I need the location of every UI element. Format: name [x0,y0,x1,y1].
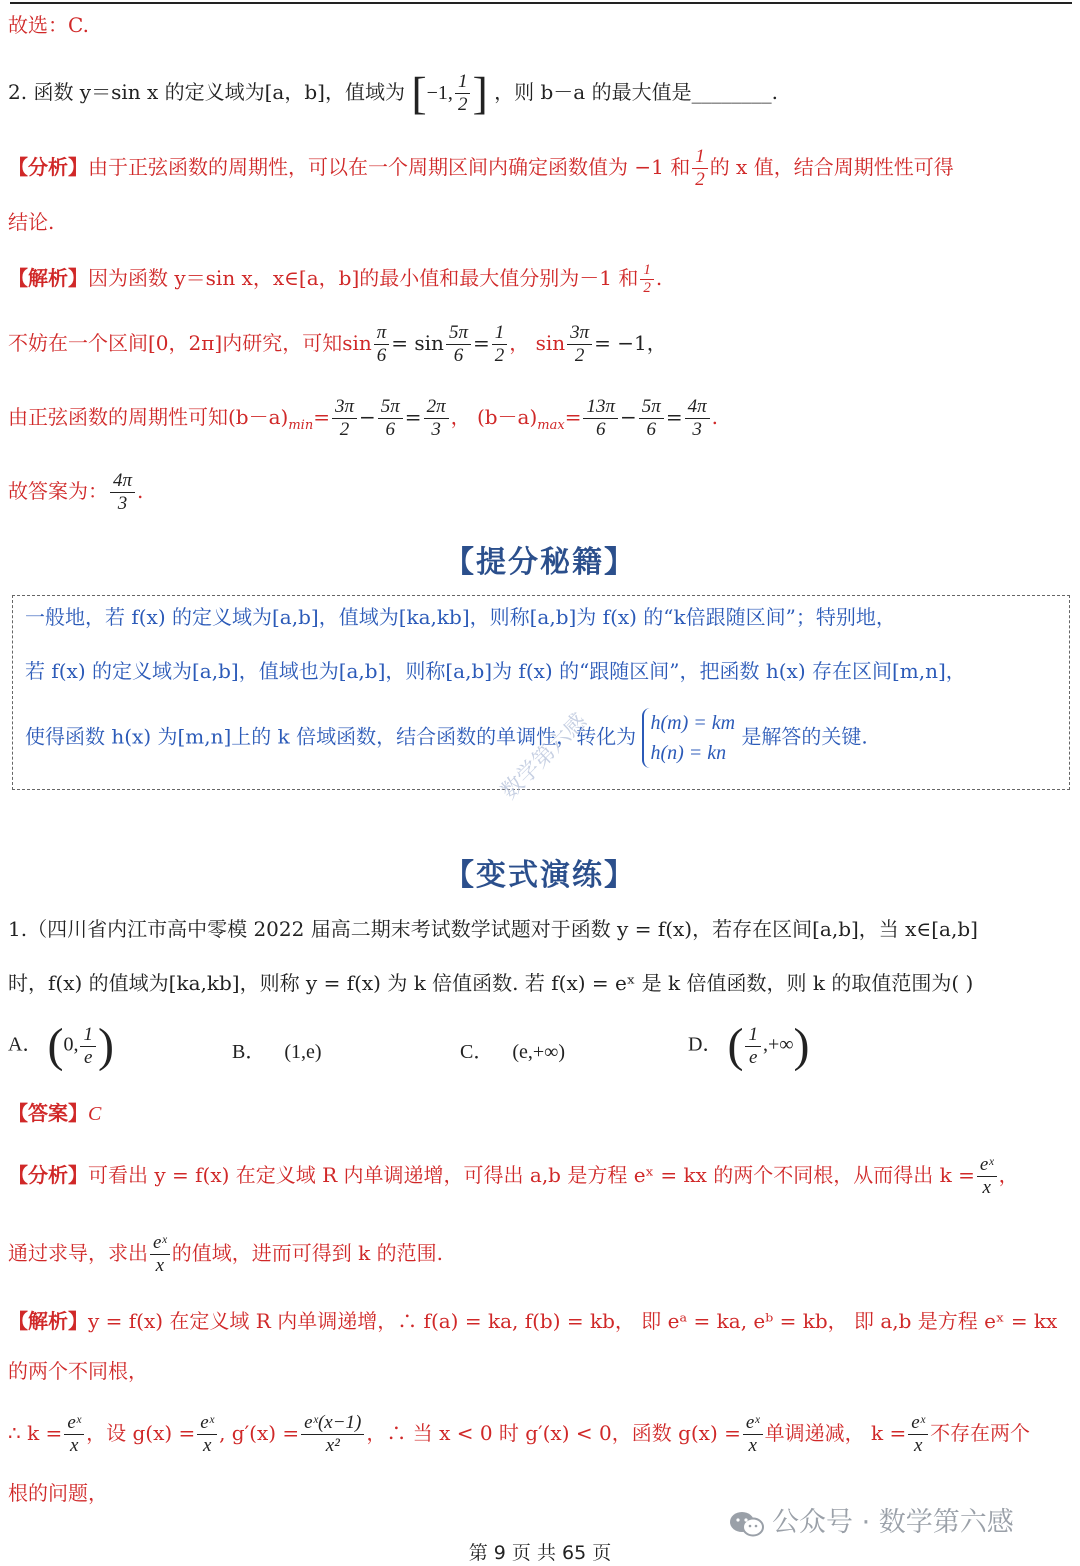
variants-heading: 【变式演练】 [444,858,636,893]
range-fraction: $\frac{1}{2}$ [455,71,471,116]
solution-2-line2-d: ， sin [509,331,566,355]
analysis-line1-end: ， [998,1163,1019,1187]
top-rule [10,2,1072,4]
question-2-text: 2. 函数 y＝sin x 的定义域为[a，b]，值域为 [8,80,405,104]
previous-answer-text: 故选：C. [8,13,89,37]
sol-frac-4: $\frac{\text{eˣ}}{x}$ [908,1412,928,1457]
solution-line3-d: ，∴ 当 x < 0 时 g′(x) < 0，函数 g(x) = [366,1421,741,1445]
solution-2-line3: 由正弦函数的周期性可知$(b-a)_{min}=$ $\frac{3\pi}{2}$ − $\frac{5\pi}{6}$ = $\frac{2\pi}{3}$ ， $(b-a)_{max}=$ $\frac{13\pi}{6}$ − $\frac{5\pi}{6}$ = $\frac{4\pi}{3}$ . [8,396,718,440]
option-a-value: 0, [63,1033,79,1056]
frac-13pi-6: $\frac{13\pi}{6}$ [583,396,618,441]
frac-5pi-6b: $\frac{5\pi}{6}$ [378,396,403,441]
solution-line3-a: ∴ k = [8,1421,63,1445]
solution-line3-c: , g′(x) = [219,1421,300,1445]
analysis-2-line2 [8,207,1072,237]
watermark: 数学第六感 [496,709,593,805]
option-c[interactable] [460,1035,565,1064]
wechat-text: 公众号 · 数学第六感 [772,1507,1014,1538]
solution-line4: 根的问题， [8,1481,108,1505]
derivative-fraction: $\frac{\text{eˣ(x−1)}}{\text{x²}}$ [301,1412,364,1457]
option-b-label: B． [232,1041,266,1063]
equation-system [642,708,735,768]
analysis-2-fraction: $\frac{1}{2}$ [692,146,708,191]
solution-tag: 【解析】 [8,266,88,290]
option-d-value: ,+∞ [762,1033,794,1056]
answer-value: C [88,1103,102,1125]
option-c-value: (e,+∞) [512,1041,566,1063]
subscript-max: max [537,418,565,433]
frac-1-2: $\frac{1}{2}$ [492,322,508,367]
frac-2pi-3: $\frac{2\pi}{3}$ [424,396,449,441]
frac-5pi-6: $\frac{5\pi}{6}$ [446,322,471,367]
equation-2: h(n) = kn [650,742,727,764]
tips-line-3-a: 使得函数 h(x) 为[m,n]上的 k 倍域函数，结合函数的单调性，转化为 [25,724,637,749]
tips-line-2: 若 f(x) 的定义域为[a,b]，值域也为[a,b]，则称[a,b]为 f(x) 的“跟随区间”，把函数 h(x) 存在区间[m,n]， [25,659,966,683]
analysis-tag: 【分析】 [8,155,88,179]
previous-answer [8,10,1072,40]
solution-2-line2 [8,318,1072,368]
analysis-line2-a: 通过求导，求出 [8,1241,148,1265]
solution-2-line1-text: 因为函数 y＝sin x，x∈[a，b]的最小值和最大值分别为－1 和 [88,266,639,290]
final-answer-fraction: $\frac{4\pi}{3}$ [110,470,135,515]
option-d[interactable]: D． ( $\frac{1}{e}$ ,+∞) [688,1019,810,1072]
solution-line1 [8,1306,1072,1336]
sol-frac-1: $\frac{\text{eˣ}}{x}$ [64,1412,84,1457]
frac-4pi-3: $\frac{4\pi}{3}$ [685,396,710,441]
answer-tag: 【答案】 [8,1101,88,1125]
option-d-label: D． [688,1033,723,1056]
option-b[interactable] [232,1035,322,1064]
wechat-label [728,1500,1014,1539]
sol-frac-2: $\frac{\text{eˣ}}{x}$ [197,1412,217,1457]
solution-line2: 的两个不同根， [8,1359,148,1383]
tips-line-1: 一般地，若 f(x) 的定义域为[a,b]，值域为[ka,kb]，则称[a,b]为 f(x) 的“k倍跟随区间”；特别地， [25,605,896,629]
question-2-blank: ，则 b－a 的最大值是________. [494,80,778,104]
sol-frac-3: $\frac{\text{eˣ}}{x}$ [743,1412,763,1457]
option-a[interactable]: A． (0, $\frac{1}{e}$ ) [8,1019,114,1072]
solution-line3-f: 不存在两个 [930,1421,1031,1445]
page-footer: 第 9 页 共 65 页 [468,1542,612,1564]
solution-2-line2-b: = sin [391,331,444,355]
variant-question-line1: 1.（四川省内江市高中零模 2022 届高二期末考试数学试题对于函数 y = f(x)，若存在区间[a,b]，当 x∈[a,b] [8,917,978,941]
solution-2-line2-c: = [472,331,490,355]
solution-line3-e: 单调递减， k = [764,1421,907,1445]
analysis-fraction-2: $\frac{\text{eˣ}}{x}$ [150,1232,170,1277]
option-a-fraction: $\frac{1}{e}$ [80,1024,96,1069]
analysis-fraction: $\frac{\text{eˣ}}{x}$ [977,1154,997,1199]
analysis-line2 [8,1228,1072,1278]
frac-3pi-2: $\frac{3\pi}{2}$ [567,322,592,367]
analysis-2-line2-text: 结论. [8,210,55,234]
solution-2-half: $\frac{1}{2}$ [640,262,654,297]
final-answer-2: 故答案为： $\frac{4\pi}{3}$ . [8,470,144,514]
solution-line3-b: ，设 g(x) = [86,1421,196,1445]
analysis-2-line1-end: 的 x 值，结合周期性性可得 [709,155,954,179]
analysis-tag-2: 【分析】 [8,1163,88,1187]
solution-2-line1: 【解析】因为函数 y＝sin x，x∈[a，b]的最小值和最大值分别为－1 和 $\frac{1}{2}$ . [8,262,663,296]
equation-1: h(m) = km [650,712,736,734]
analysis-line1 [8,1150,1072,1200]
solution-line3 [8,1408,1072,1458]
solution-tag-2: 【解析】 [8,1309,88,1333]
frac-pi-6: $\frac{\pi}{6}$ [374,322,390,367]
frac-5pi-6c: $\frac{5\pi}{6}$ [639,396,664,441]
tips-heading: 【提分秘籍】 [444,545,636,580]
final-answer-label: 故答案为： [8,479,108,503]
solution-line1-text: y = f(x) 在定义域 R 内单调递增，∴ f(a) = ka, f(b) = kb， 即 eᵃ = ka, eᵇ = kb， 即 a,b 是方程 eˣ = kx [88,1309,1058,1333]
variant-question-line2: 时，f(x) 的值域为[ka,kb]，则称 y = f(x) 为 k 倍值函数. 若 f(x) = eˣ 是 k 倍值函数，则 k 的取值范围为( ) [8,971,974,995]
option-d-fraction: $\frac{1}{e}$ [745,1024,761,1069]
option-c-label: C． [460,1041,494,1063]
solution-2-line2-e: = −1， [594,331,667,355]
question-2: 2. 函数 y＝sin x 的定义域为[a，b]，值域为 [−1, $\frac{1}{2}$ ] ，则 b－a 的最大值是________. [8,67,778,119]
analysis-line1-text: 可看出 y = f(x) 在定义域 R 内单调递增，可得出 a,b 是方程 eˣ = kx 的两个不同根，从而得出 k = [88,1163,975,1187]
analysis-2 [8,145,1072,191]
tips-line-3-b: 是解答的关键. [741,724,868,749]
frac-3pi-2b: $\frac{3\pi}{2}$ [332,396,357,441]
answer [8,1098,1072,1129]
analysis-line2-b: 的值域，进而可得到 k 的范围. [171,1241,443,1265]
solution-2-line3-a: 由正弦函数的周期性可知(b－a) [8,405,289,429]
range-left: −1, [426,82,453,104]
solution-2-line3-b: ， (b－a) [450,405,538,429]
option-b-value: (1,e) [284,1041,322,1063]
option-a-label: A． [8,1033,43,1056]
subscript-min: min [288,418,314,433]
analysis-2-line1: 由于正弦函数的周期性，可以在一个周期区间内确定函数值为 −1 和 [88,155,691,179]
tips-line-3 [25,708,868,768]
wechat-icon [728,1510,766,1538]
solution-2-line2-a: 不妨在一个区间[0，2π]内研究，可知sin [8,331,372,355]
